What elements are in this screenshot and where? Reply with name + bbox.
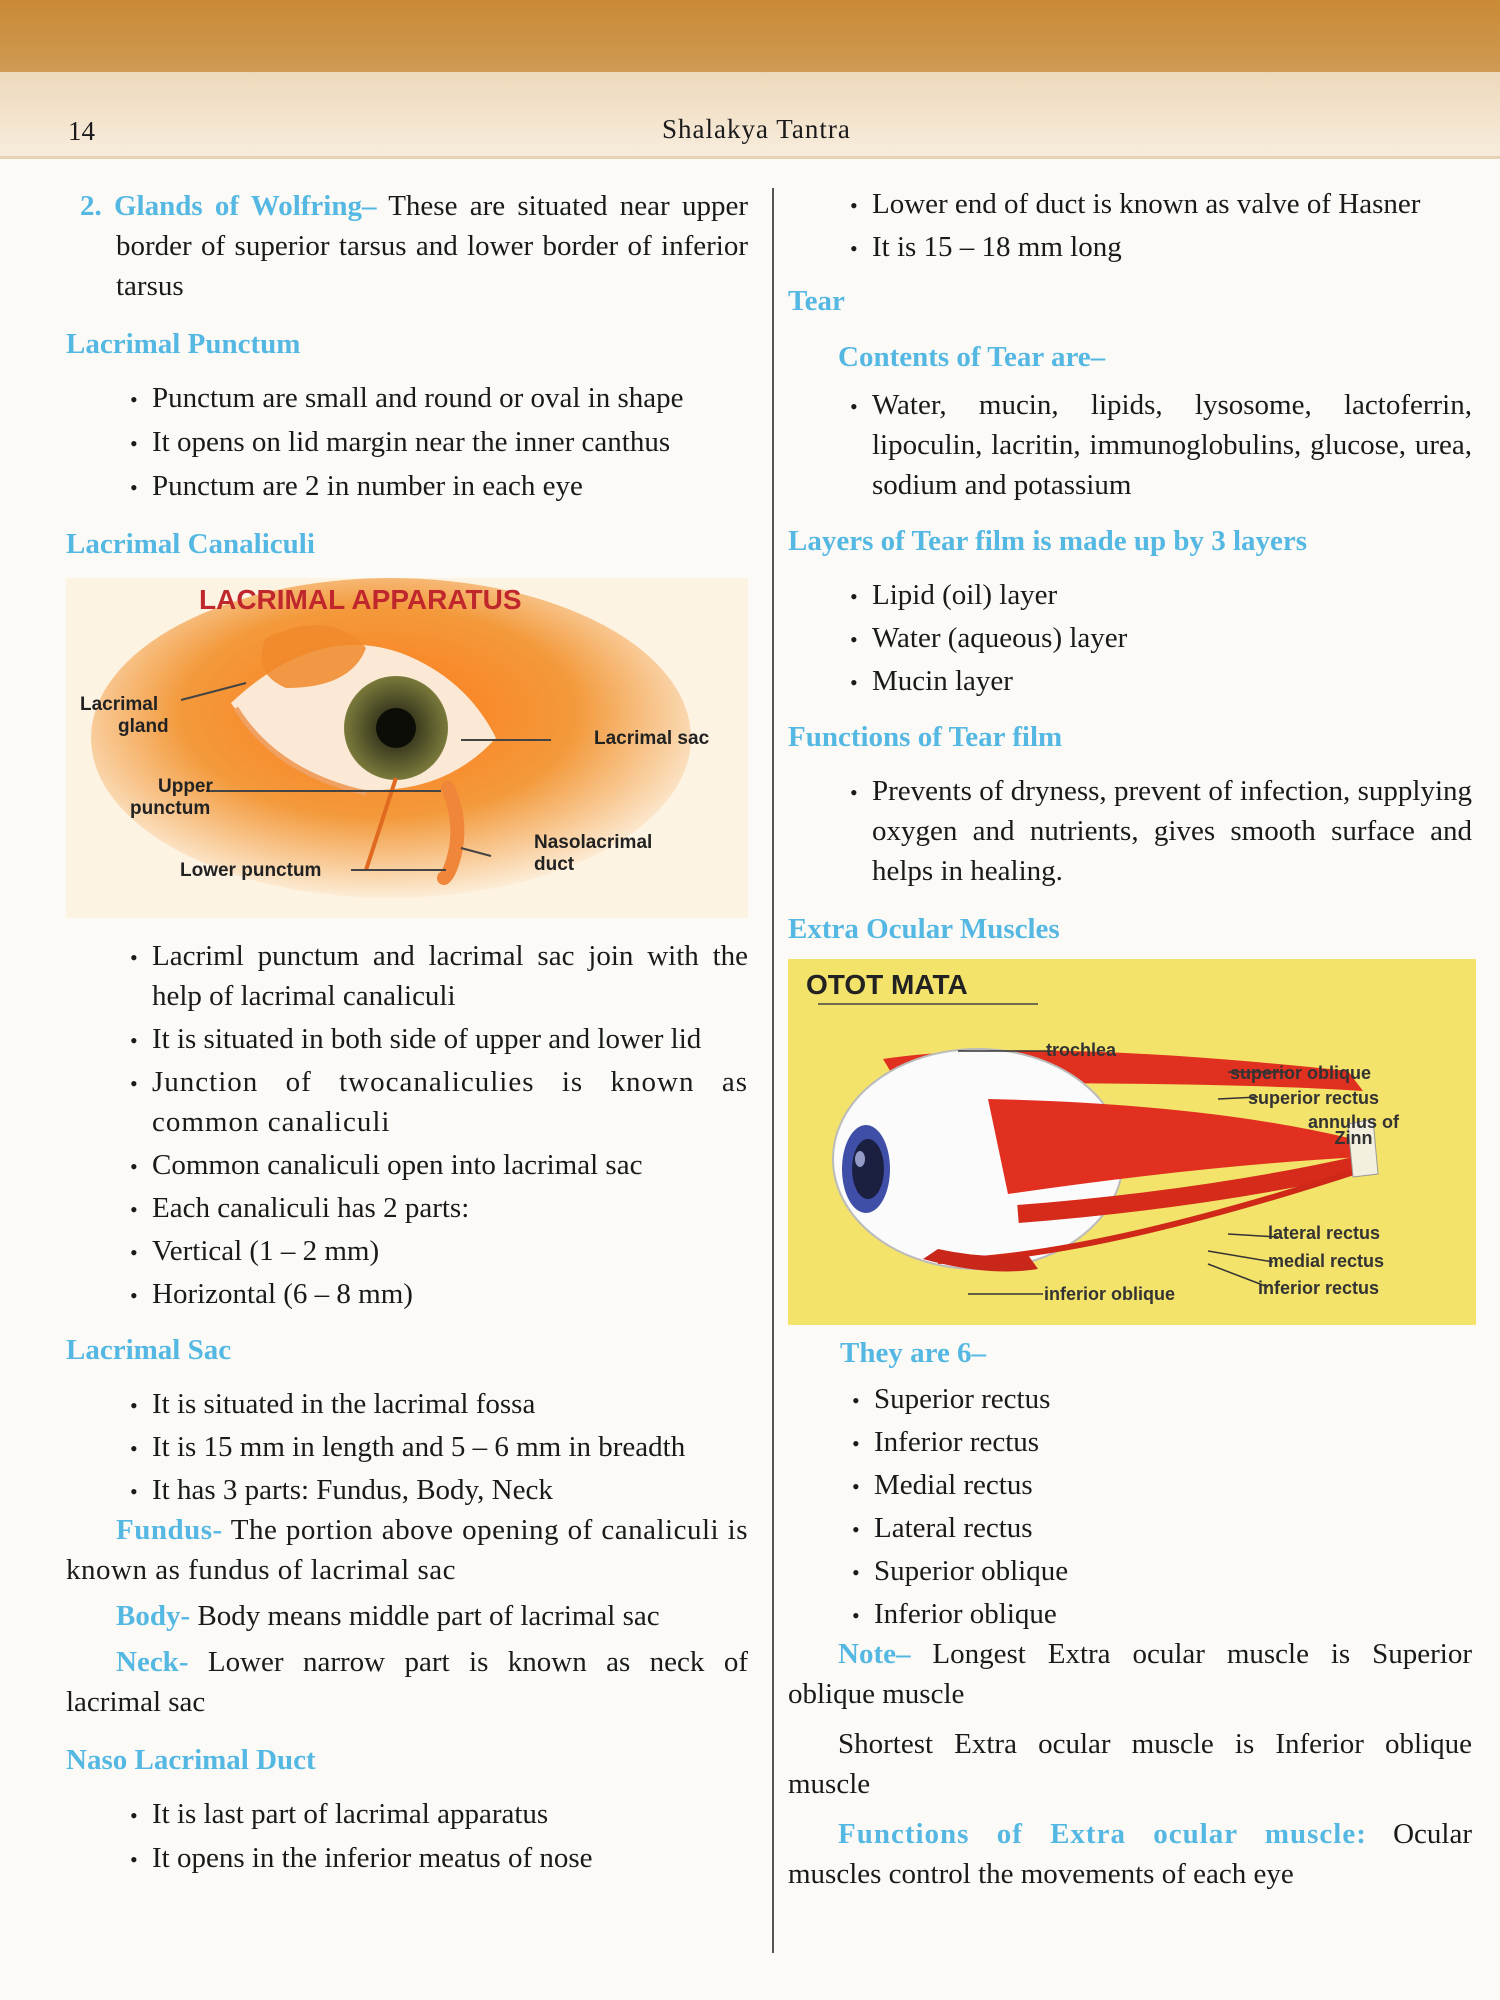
label-nasolacrimal-duct: Nasolacrimal duct (534, 832, 653, 875)
label-inferior-oblique: inferior oblique (1044, 1284, 1176, 1304)
tear-contents-list (846, 385, 1472, 505)
page-number: 14 (68, 116, 95, 146)
neck-text: Lower narrow part is known as neck of lacrimal sac (66, 1646, 748, 1718)
list-item: • It is situated in the lacrimal fossa (126, 1384, 748, 1424)
label-lower-punctum: Lower punctum (180, 860, 322, 881)
tear-layers-list (846, 575, 1472, 701)
heading-they-are-6: They are 6– (840, 1337, 987, 1369)
label-lateral-rectus: lateral rectus (1268, 1223, 1381, 1243)
list-item: • Mucin layer (846, 661, 1472, 701)
fundus-paragraph (66, 1510, 748, 1590)
list-item: • Prevents of dryness, prevent of infection, supplying oxygen and nutrients, gives smooth surface and helps in healing. (846, 771, 1472, 891)
muscles-list (848, 1379, 1472, 1634)
list-item: • Horizontal (6 – 8 mm) (126, 1274, 748, 1314)
muscle-functions-label: Functions of Extra ocular muscle: (838, 1818, 1367, 1850)
heading-naso-lacrimal-duct: Naso Lacrimal Duct (66, 1744, 316, 1776)
list-item: • It is 15 mm in length and 5 – 6 mm in breadth (126, 1427, 748, 1467)
running-title: Shalakya Tantra (662, 114, 851, 144)
list-item: • Water (aqueous) layer (846, 618, 1472, 658)
label-trochlea: trochlea (1046, 1040, 1117, 1060)
canaliculi-list (126, 936, 748, 1314)
right-column (788, 184, 1472, 1894)
list-item: • Lacriml punctum and lacrimal sac join with the help of lacrimal canaliculi (126, 936, 748, 1016)
sac-list (126, 1384, 748, 1510)
label-inferior-rectus: inferior rectus (1258, 1278, 1380, 1298)
heading-layers-of-tear-film: Layers of Tear film is made up by 3 layers (788, 525, 1308, 557)
list-item: • Superior oblique (848, 1551, 1472, 1591)
list-item: • Inferior rectus (848, 1422, 1472, 1462)
list-item: • Each canaliculi has 2 parts: (126, 1188, 748, 1228)
neck-label: Neck- (116, 1646, 189, 1678)
list-item: • It is situated in both side of upper and lower lid (126, 1019, 748, 1059)
duct-continued-list (846, 184, 1472, 267)
list-item: • It is 15 – 18 mm long (846, 227, 1472, 267)
heading-lacrimal-sac: Lacrimal Sac (66, 1334, 232, 1366)
muscle-functions-text: Ocular muscles control the movements of each eye (788, 1818, 1472, 1890)
label-superior-oblique: superior oblique (1230, 1063, 1372, 1083)
body-paragraph (66, 1596, 748, 1636)
list-item: • It is last part of lacrimal apparatus (126, 1794, 748, 1834)
list-item: • Medial rectus (848, 1465, 1472, 1505)
list-item: • It opens on lid margin near the inner canthus (126, 422, 748, 462)
heading-functions-of-tear-film: Functions of Tear film (788, 721, 1063, 753)
label-lacrimal-sac: Lacrimal sac (594, 728, 710, 749)
list-item: • Punctum are 2 in number in each eye (126, 466, 748, 506)
list-item: • It opens in the inferior meatus of nose (126, 1838, 748, 1878)
body-label: Body- (116, 1600, 191, 1632)
heading-lacrimal-punctum: Lacrimal Punctum (66, 328, 301, 360)
note-paragraph (788, 1634, 1472, 1714)
label-lacrimal-gland: Lacrimal gland (80, 694, 169, 737)
heading-lacrimal-canaliculi: Lacrimal Canaliculi (66, 528, 315, 560)
extra-ocular-muscles-figure (788, 959, 1476, 1325)
figure-title: LACRIMAL APPARATUS (199, 584, 522, 615)
duct-list (126, 1794, 748, 1878)
figure-title: OTOT MATA (806, 969, 968, 1000)
list-item: • Superior rectus (848, 1379, 1472, 1419)
label-superior-rectus: superior rectus (1248, 1088, 1380, 1108)
tear-functions-list (846, 771, 1472, 891)
list-item: • Vertical (1 – 2 mm) (126, 1231, 748, 1271)
column-divider (772, 188, 774, 1953)
wolfring-label: 2. Glands of Wolfring– (80, 190, 377, 222)
list-item: • It has 3 parts: Fundus, Body, Neck (126, 1470, 748, 1510)
shortest-muscle-paragraph: Shortest Extra ocular muscle is Inferior oblique muscle (788, 1728, 1472, 1800)
wolfring-paragraph (66, 186, 748, 306)
wolfring-text: These are situated near upper border of superior tarsus and lower border of inferior tarsus (116, 190, 748, 302)
heading-tear: Tear (788, 285, 845, 317)
list-item: • Lower end of duct is known as valve of Hasner (846, 184, 1472, 224)
label-annulus-of-zinn: annulus of Zinn (1308, 1112, 1399, 1148)
neck-paragraph (66, 1642, 748, 1722)
list-item: • Punctum are small and round or oval in shape (126, 378, 748, 418)
top-color-band (0, 0, 1500, 72)
muscle-functions-paragraph (788, 1814, 1472, 1894)
fundus-label: Fundus- (116, 1514, 223, 1546)
body-text: Body means middle part of lacrimal sac (190, 1600, 660, 1632)
left-column (66, 186, 748, 1878)
label-medial-rectus: medial rectus (1268, 1251, 1385, 1271)
fundus-text: The portion above opening of canaliculi is known as fundus of lacrimal sac (66, 1514, 748, 1586)
note-label: Note– (838, 1638, 911, 1670)
list-item: • Junction of twocanaliculies is known as common canaliculi (126, 1062, 748, 1142)
heading-extra-ocular-muscles: Extra Ocular Muscles (788, 913, 1060, 945)
list-item: • Water, mucin, lipids, lysosome, lactoferrin, lipoculin, lacritin, immunoglobulins, glucose, urea, sodium and potassium (846, 385, 1472, 505)
list-item: • Inferior oblique (848, 1594, 1472, 1634)
list-item: • Lipid (oil) layer (846, 575, 1472, 615)
punctum-list (126, 378, 748, 506)
lacrimal-apparatus-figure (66, 578, 748, 918)
label-upper-punctum: Upper punctum (130, 776, 213, 819)
list-item: • Lateral rectus (848, 1508, 1472, 1548)
heading-contents-of-tear: Contents of Tear are– (838, 341, 1106, 373)
list-item: • Common canaliculi open into lacrimal sac (126, 1145, 748, 1185)
note-text: Longest Extra ocular muscle is Superior oblique muscle (788, 1638, 1472, 1710)
